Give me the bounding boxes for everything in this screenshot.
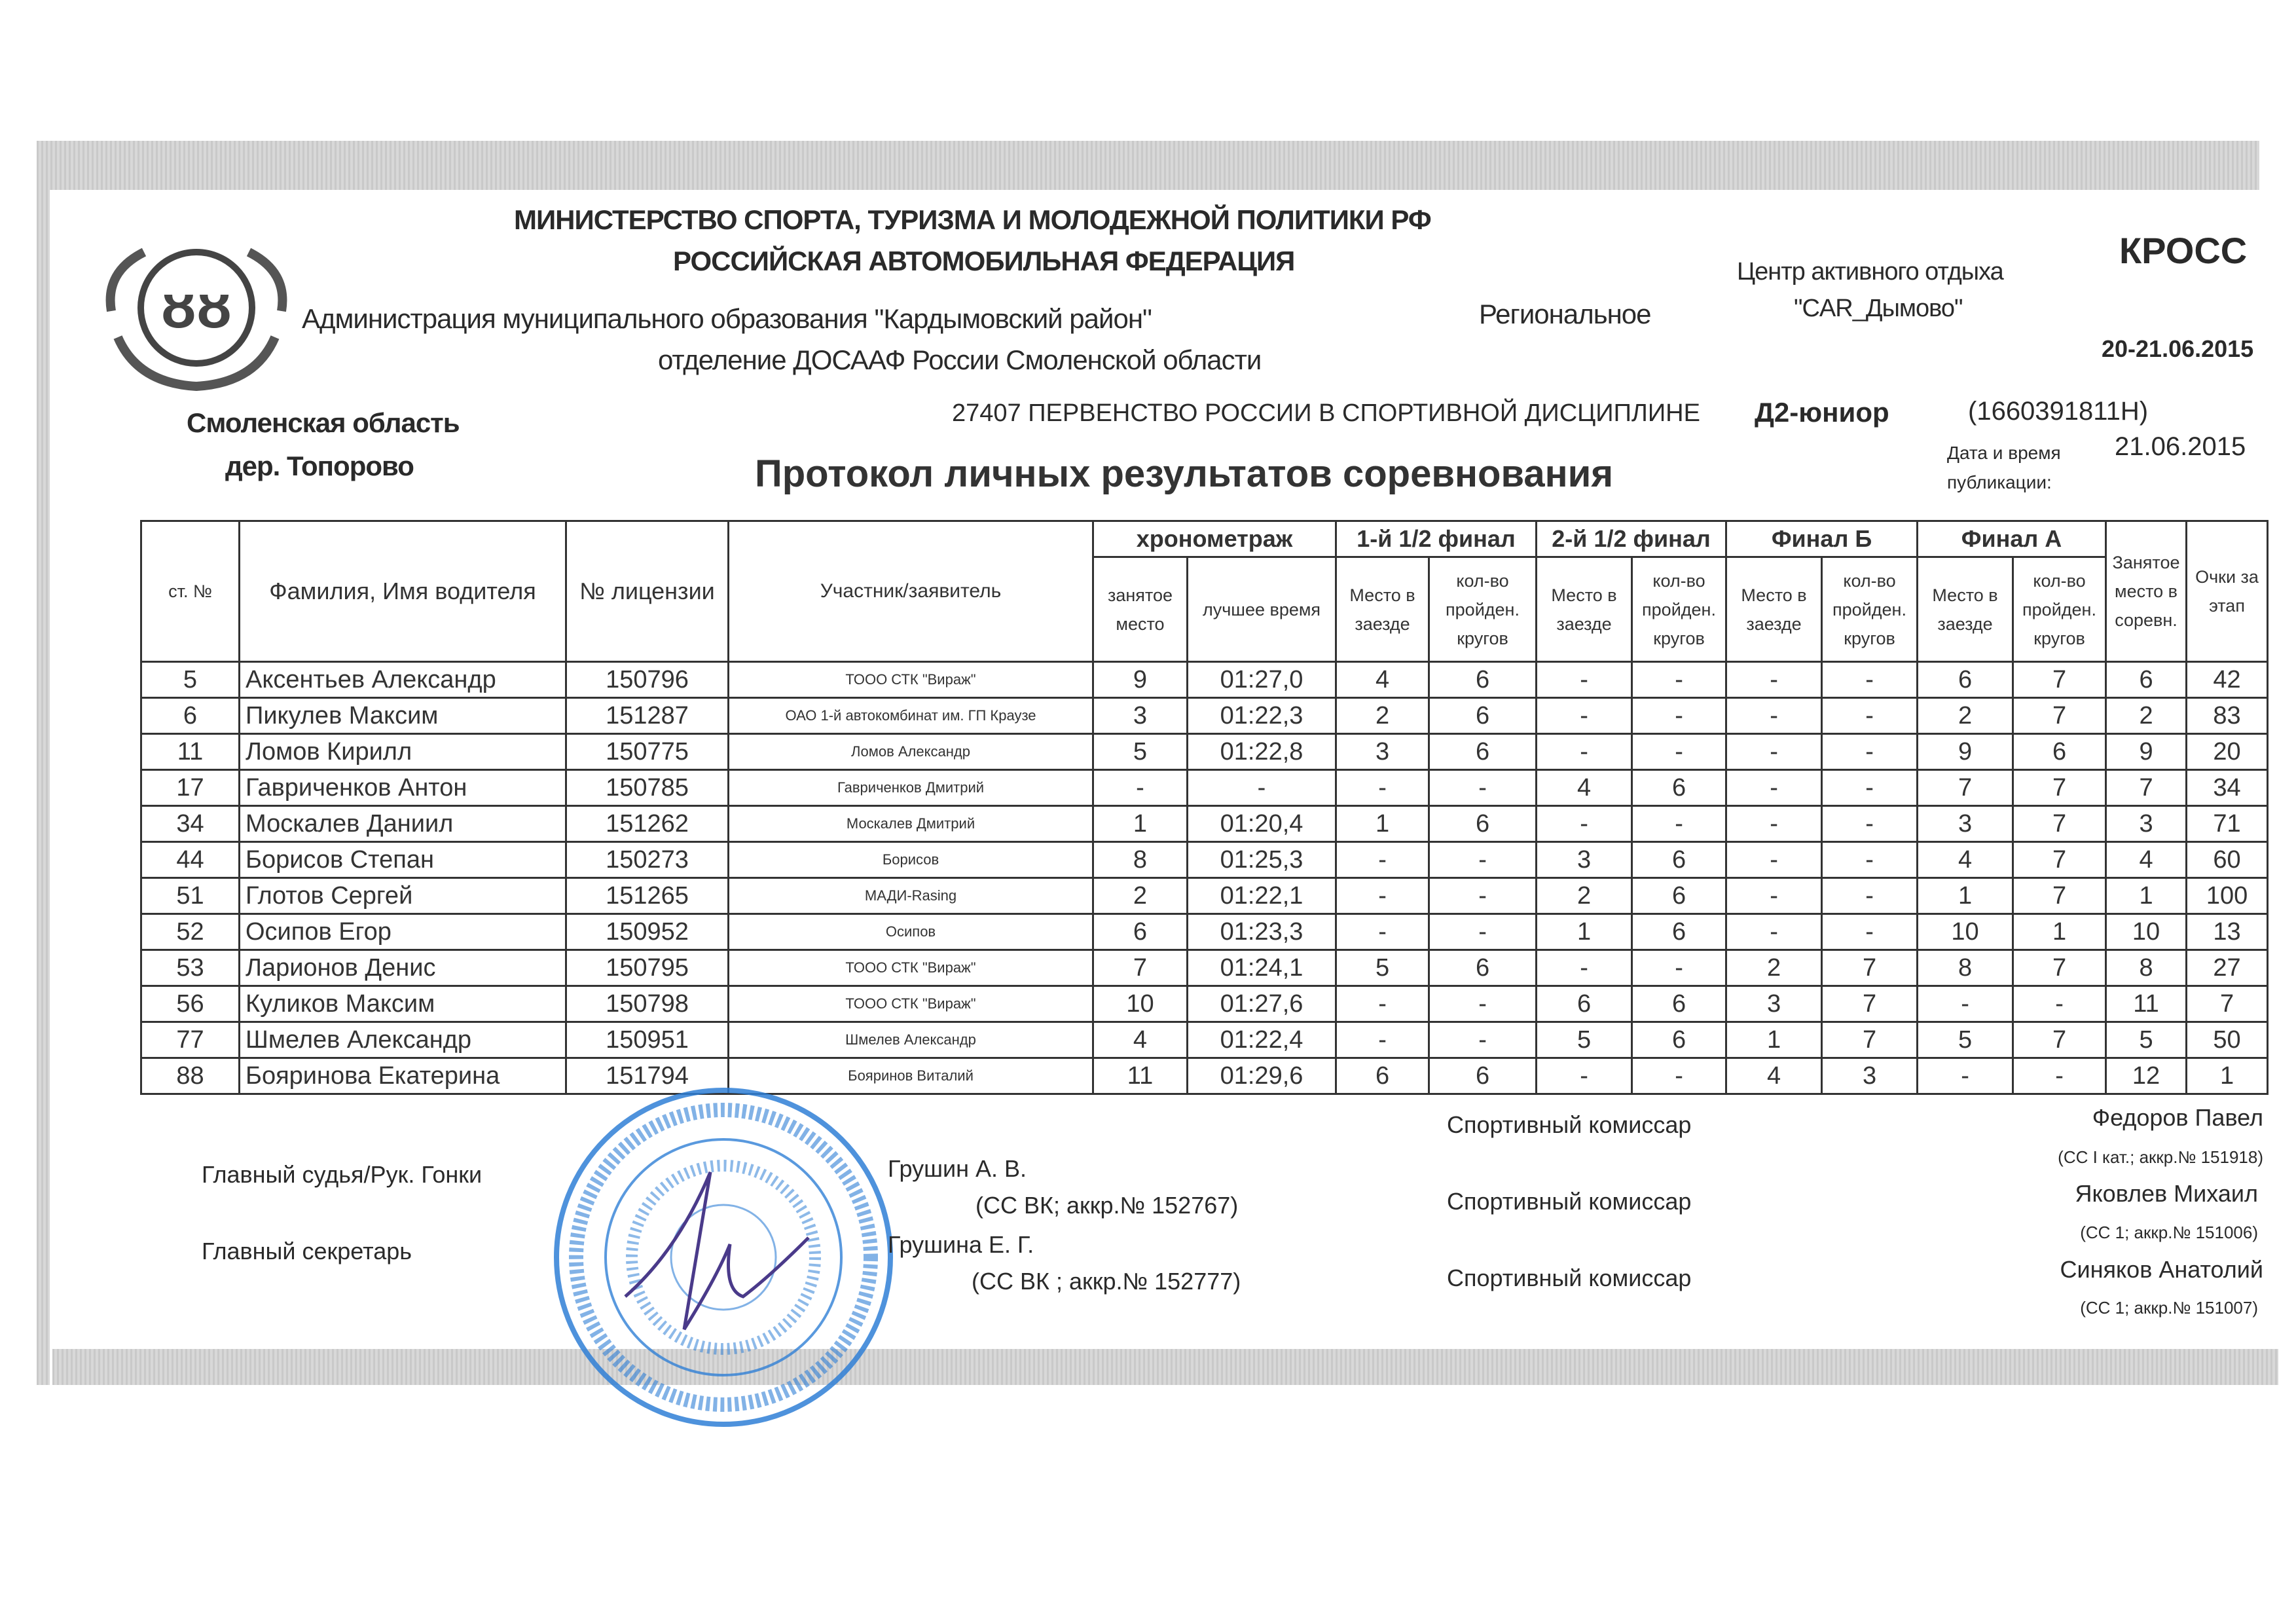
cell-driver-name: Борисов Степан: [240, 842, 566, 878]
table-row: [141, 1058, 2268, 1094]
cell-fb-laps: 7: [1822, 986, 1918, 1022]
col-points: Очки за этап: [2187, 521, 2268, 662]
group-timing: хронометраж: [1093, 521, 1336, 557]
cell-sf2-place: -: [1537, 734, 1632, 770]
cell-sf1-laps: 6: [1429, 662, 1537, 698]
col-entrant: Участник/заявитель: [729, 521, 1093, 662]
cell-fb-place: 1: [1726, 1022, 1822, 1058]
commissioner-3-label: Спортивный комиссар: [1447, 1264, 1692, 1291]
cell-sf1-place: 6: [1336, 1058, 1429, 1094]
col-driver: Фамилия, Имя водителя: [240, 521, 566, 662]
cell-driver-name: Москалев Даниил: [240, 806, 566, 842]
cell-license-no: 150273: [566, 842, 729, 878]
cell-best-time: -: [1188, 770, 1336, 806]
cell-sf1-laps: -: [1429, 842, 1537, 878]
cell-sf1-laps: 6: [1429, 950, 1537, 986]
sub-timing-place: занятое место: [1093, 557, 1188, 662]
raf-emblem-logo: [98, 232, 295, 393]
cell-fa-laps: 7: [2013, 770, 2106, 806]
cell-fb-place: -: [1726, 914, 1822, 950]
scan-band-left: [37, 141, 50, 1385]
cell-fa-laps: -: [2013, 1058, 2106, 1094]
cell-sf2-place: 2: [1537, 878, 1632, 914]
cell-points: 20: [2187, 734, 2268, 770]
cell-license-no: 150951: [566, 1022, 729, 1058]
cell-fb-place: -: [1726, 698, 1822, 734]
cell-fb-place: 2: [1726, 950, 1822, 986]
cell-fa-place: 4: [1918, 842, 2013, 878]
cell-start-no: 51: [141, 878, 240, 914]
cell-timing-place: 4: [1093, 1022, 1188, 1058]
results-table: [140, 520, 2269, 1095]
cell-fa-place: -: [1918, 986, 2013, 1022]
region-label: Смоленская область: [187, 407, 460, 438]
cell-start-no: 52: [141, 914, 240, 950]
cell-points: 34: [2187, 770, 2268, 806]
competition-level: Региональное: [1479, 299, 1651, 329]
secretary-label: Главный секретарь: [202, 1238, 412, 1264]
cell-start-no: 88: [141, 1058, 240, 1094]
table-row: [141, 1022, 2268, 1058]
cell-overall-place: 5: [2106, 1022, 2187, 1058]
sub-sf1-place: Место в заезде: [1336, 557, 1429, 662]
table-row: [141, 662, 2268, 698]
cell-overall-place: 8: [2106, 950, 2187, 986]
cell-fa-laps: 7: [2013, 806, 2106, 842]
cell-overall-place: 1: [2106, 878, 2187, 914]
cell-sf2-place: 4: [1537, 770, 1632, 806]
table-row: [141, 770, 2268, 806]
cell-entrant: Ломов Александр: [729, 734, 1093, 770]
cell-overall-place: 4: [2106, 842, 2187, 878]
sub-timing-best: лучшее время: [1188, 557, 1336, 662]
handwritten-signature: [625, 1172, 809, 1329]
discipline-label: КРОСС: [2119, 230, 2248, 271]
scan-band-bottom: [52, 1349, 2278, 1385]
scan-band-top: [37, 141, 2259, 190]
cell-timing-place: 7: [1093, 950, 1188, 986]
cell-best-time: 01:22,1: [1188, 878, 1336, 914]
table-row: [141, 806, 2268, 842]
cell-points: 60: [2187, 842, 2268, 878]
cell-timing-place: 11: [1093, 1058, 1188, 1094]
dosaaf-line: отделение ДОСААФ России Смоленской области: [658, 344, 1262, 375]
cell-fb-place: 4: [1726, 1058, 1822, 1094]
cell-best-time: 01:24,1: [1188, 950, 1336, 986]
cell-points: 100: [2187, 878, 2268, 914]
cell-sf1-laps: 6: [1429, 698, 1537, 734]
group-semifinal-1: 1-й 1/2 финал: [1336, 521, 1537, 557]
sub-fa-laps: кол-во пройден. кругов: [2013, 557, 2106, 662]
cell-timing-place: 10: [1093, 986, 1188, 1022]
cell-points: 83: [2187, 698, 2268, 734]
cell-driver-name: Бояринова Екатерина: [240, 1058, 566, 1094]
cell-fa-laps: 7: [2013, 950, 2106, 986]
cell-driver-name: Ломов Кирилл: [240, 734, 566, 770]
cell-sf1-place: -: [1336, 914, 1429, 950]
cell-sf1-place: 4: [1336, 662, 1429, 698]
cell-sf2-place: 5: [1537, 1022, 1632, 1058]
cell-driver-name: Ларионов Денис: [240, 950, 566, 986]
cell-overall-place: 10: [2106, 914, 2187, 950]
cell-sf2-laps: -: [1632, 662, 1726, 698]
cell-sf2-place: -: [1537, 806, 1632, 842]
cell-driver-name: Аксентьев Александр: [240, 662, 566, 698]
cell-sf1-laps: -: [1429, 986, 1537, 1022]
cell-overall-place: 9: [2106, 734, 2187, 770]
cell-timing-place: 3: [1093, 698, 1188, 734]
cell-fa-place: 10: [1918, 914, 2013, 950]
cell-start-no: 5: [141, 662, 240, 698]
cell-fb-laps: 7: [1822, 1022, 1918, 1058]
cell-fa-place: 2: [1918, 698, 2013, 734]
commissioner-1-label: Спортивный комиссар: [1447, 1111, 1692, 1138]
cell-sf1-place: 2: [1336, 698, 1429, 734]
cell-best-time: 01:27,6: [1188, 986, 1336, 1022]
cell-sf1-place: -: [1336, 878, 1429, 914]
cell-fb-laps: -: [1822, 734, 1918, 770]
cell-sf2-place: -: [1537, 662, 1632, 698]
cell-sf2-laps: 6: [1632, 914, 1726, 950]
cell-best-time: 01:20,4: [1188, 806, 1336, 842]
cell-start-no: 56: [141, 986, 240, 1022]
cell-sf2-place: 6: [1537, 986, 1632, 1022]
commissioner-2-name: Яковлев Михаил: [2075, 1180, 2258, 1207]
cell-license-no: 151287: [566, 698, 729, 734]
cell-start-no: 11: [141, 734, 240, 770]
cell-license-no: 150795: [566, 950, 729, 986]
group-final-a: Финал А: [1918, 521, 2106, 557]
cell-fa-laps: 7: [2013, 698, 2106, 734]
cell-fb-laps: 3: [1822, 1058, 1918, 1094]
cell-fb-laps: -: [1822, 878, 1918, 914]
cell-overall-place: 7: [2106, 770, 2187, 806]
cell-points: 1: [2187, 1058, 2268, 1094]
administration-line: Администрация муниципального образования "Кардымовский район": [302, 303, 1152, 334]
venue-line-2: "CAR_Дымово": [1794, 295, 1963, 322]
table-row: [141, 878, 2268, 914]
cell-fa-place: 8: [1918, 950, 2013, 986]
cell-sf2-place: -: [1537, 950, 1632, 986]
cell-points: 42: [2187, 662, 2268, 698]
table-row: [141, 950, 2268, 986]
group-final-b: Финал Б: [1726, 521, 1918, 557]
sub-fa-place: Место в заезде: [1918, 557, 2013, 662]
cell-fa-laps: 7: [2013, 842, 2106, 878]
cell-fa-place: 5: [1918, 1022, 2013, 1058]
publication-label-1: Дата и время: [1947, 443, 2061, 463]
cell-fb-place: -: [1726, 878, 1822, 914]
cell-fa-laps: 7: [2013, 1022, 2106, 1058]
cell-best-time: 01:22,8: [1188, 734, 1336, 770]
cell-best-time: 01:29,6: [1188, 1058, 1336, 1094]
sub-sf2-place: Место в заезде: [1537, 557, 1632, 662]
cell-fb-laps: 7: [1822, 950, 1918, 986]
cell-entrant: Борисов: [729, 842, 1093, 878]
cell-sf1-place: 1: [1336, 806, 1429, 842]
cell-license-no: 150796: [566, 662, 729, 698]
cell-sf1-place: -: [1336, 986, 1429, 1022]
cell-sf1-place: 3: [1336, 734, 1429, 770]
cell-best-time: 01:25,3: [1188, 842, 1336, 878]
cell-sf2-laps: 6: [1632, 842, 1726, 878]
cell-entrant: Бояринов Виталий: [729, 1058, 1093, 1094]
cell-fa-laps: 7: [2013, 878, 2106, 914]
cell-sf2-place: -: [1537, 1058, 1632, 1094]
cell-license-no: 151794: [566, 1058, 729, 1094]
cell-license-no: 151262: [566, 806, 729, 842]
cell-driver-name: Пикулев Максим: [240, 698, 566, 734]
commissioner-1-credentials: (СС I кат.; аккр.№ 151918): [2058, 1147, 2263, 1167]
cell-driver-name: Шмелев Александр: [240, 1022, 566, 1058]
cell-fa-laps: 6: [2013, 734, 2106, 770]
cell-sf2-laps: -: [1632, 950, 1726, 986]
cell-fb-laps: -: [1822, 842, 1918, 878]
federation-heading: РОССИЙСКАЯ АВТОМОБИЛЬНАЯ ФЕДЕРАЦИЯ: [673, 246, 1295, 276]
col-overall-place: Занятое место в соревн.: [2106, 521, 2187, 662]
page-title: Протокол личных результатов соревнования: [755, 452, 1614, 495]
cell-fa-place: 7: [1918, 770, 2013, 806]
cell-timing-place: 2: [1093, 878, 1188, 914]
cell-timing-place: 1: [1093, 806, 1188, 842]
cell-overall-place: 2: [2106, 698, 2187, 734]
chief-judge-name: Грушин А. В.: [888, 1155, 1027, 1182]
cell-start-no: 77: [141, 1022, 240, 1058]
commissioner-3-credentials: (СС 1; аккр.№ 151007): [2080, 1298, 2258, 1318]
cell-start-no: 34: [141, 806, 240, 842]
cell-start-no: 6: [141, 698, 240, 734]
official-seal-stamp: [547, 1080, 900, 1434]
cell-fb-laps: -: [1822, 914, 1918, 950]
cell-license-no: 151265: [566, 878, 729, 914]
cell-fa-place: -: [1918, 1058, 2013, 1094]
cell-license-no: 150952: [566, 914, 729, 950]
cell-best-time: 01:23,3: [1188, 914, 1336, 950]
cell-fb-place: -: [1726, 842, 1822, 878]
cell-start-no: 17: [141, 770, 240, 806]
col-license: № лицензии: [566, 521, 729, 662]
sub-sf1-laps: кол-во пройден. кругов: [1429, 557, 1537, 662]
cell-fb-place: -: [1726, 806, 1822, 842]
cell-timing-place: 9: [1093, 662, 1188, 698]
cell-entrant: ТООО СТК "Вираж": [729, 986, 1093, 1022]
table-row: [141, 842, 2268, 878]
cell-sf2-laps: 6: [1632, 986, 1726, 1022]
cell-fb-place: -: [1726, 770, 1822, 806]
cell-sf2-laps: -: [1632, 1058, 1726, 1094]
commissioner-3-name: Синяков Анатолий: [2060, 1256, 2263, 1283]
cell-driver-name: Гавриченков Антон: [240, 770, 566, 806]
cell-sf2-laps: 6: [1632, 878, 1726, 914]
cell-overall-place: 3: [2106, 806, 2187, 842]
cell-sf1-laps: 6: [1429, 806, 1537, 842]
cell-entrant: ОАО 1-й автокомбинат им. ГП Краузе: [729, 698, 1093, 734]
chief-judge-label: Главный судья/Рук. Гонки: [202, 1161, 483, 1188]
sub-sf2-laps: кол-во пройден. кругов: [1632, 557, 1726, 662]
cell-sf2-place: -: [1537, 698, 1632, 734]
event-code: (1660391811H): [1968, 397, 2149, 426]
cell-driver-name: Глотов Сергей: [240, 878, 566, 914]
cell-overall-place: 6: [2106, 662, 2187, 698]
cell-fa-place: 6: [1918, 662, 2013, 698]
sub-fb-place: Место в заезде: [1726, 557, 1822, 662]
cell-best-time: 01:27,0: [1188, 662, 1336, 698]
table-row: [141, 734, 2268, 770]
chief-judge-credentials: (СС ВК; аккр.№ 152767): [975, 1192, 1239, 1219]
table-row: [141, 986, 2268, 1022]
cell-fb-place: -: [1726, 734, 1822, 770]
cell-fb-laps: -: [1822, 770, 1918, 806]
cell-overall-place: 12: [2106, 1058, 2187, 1094]
cell-sf2-laps: -: [1632, 806, 1726, 842]
cell-driver-name: Осипов Егор: [240, 914, 566, 950]
cell-best-time: 01:22,3: [1188, 698, 1336, 734]
publication-label-2: публикации:: [1947, 472, 2052, 492]
cell-sf1-place: -: [1336, 770, 1429, 806]
cell-entrant: МАДИ-Rasing: [729, 878, 1093, 914]
table-row: [141, 698, 2268, 734]
class-label: Д2-юниор: [1755, 397, 1889, 428]
cell-sf1-laps: 6: [1429, 1058, 1537, 1094]
cell-points: 50: [2187, 1022, 2268, 1058]
commissioner-1-name: Федоров Павел: [2092, 1104, 2263, 1131]
cell-fb-laps: -: [1822, 698, 1918, 734]
cell-timing-place: -: [1093, 770, 1188, 806]
cell-fa-laps: 1: [2013, 914, 2106, 950]
cell-entrant: Шмелев Александр: [729, 1022, 1093, 1058]
cell-driver-name: Куликов Максим: [240, 986, 566, 1022]
cell-entrant: Москалев Дмитрий: [729, 806, 1093, 842]
table-row: [141, 914, 2268, 950]
cell-points: 7: [2187, 986, 2268, 1022]
cell-timing-place: 5: [1093, 734, 1188, 770]
venue-line-1: Центр активного отдыха: [1737, 258, 2003, 286]
cell-license-no: 150785: [566, 770, 729, 806]
cell-sf1-laps: -: [1429, 1022, 1537, 1058]
cell-start-no: 53: [141, 950, 240, 986]
cell-points: 27: [2187, 950, 2268, 986]
cell-sf1-laps: -: [1429, 770, 1537, 806]
cell-entrant: ТООО СТК "Вираж": [729, 662, 1093, 698]
cell-best-time: 01:22,4: [1188, 1022, 1336, 1058]
cell-sf2-laps: 6: [1632, 770, 1726, 806]
cell-entrant: Осипов: [729, 914, 1093, 950]
cell-sf1-place: 5: [1336, 950, 1429, 986]
cell-fa-place: 1: [1918, 878, 2013, 914]
cell-timing-place: 8: [1093, 842, 1188, 878]
cell-sf2-laps: -: [1632, 734, 1726, 770]
cell-fa-place: 9: [1918, 734, 2013, 770]
cell-sf2-place: 3: [1537, 842, 1632, 878]
cell-fb-laps: -: [1822, 662, 1918, 698]
cell-points: 13: [2187, 914, 2268, 950]
cell-fb-place: -: [1726, 662, 1822, 698]
secretary-name: Грушина Е. Г.: [888, 1231, 1034, 1258]
cell-fa-laps: -: [2013, 986, 2106, 1022]
event-dates: 20-21.06.2015: [2102, 335, 2254, 362]
cell-sf2-place: 1: [1537, 914, 1632, 950]
cell-entrant: ТООО СТК "Вираж": [729, 950, 1093, 986]
group-semifinal-2: 2-й 1/2 финал: [1537, 521, 1726, 557]
championship-line: 27407 ПЕРВЕНСТВО РОССИИ В СПОРТИВНОЙ ДИСЦИПЛИНЕ: [952, 399, 1700, 427]
village-label: дер. Топорово: [225, 451, 414, 481]
ministry-heading: МИНИСТЕРСТВО СПОРТА, ТУРИЗМА И МОЛОДЕЖНОЙ ПОЛИТИКИ РФ: [514, 204, 1431, 235]
cell-fb-place: 3: [1726, 986, 1822, 1022]
cell-timing-place: 6: [1093, 914, 1188, 950]
cell-fb-laps: -: [1822, 806, 1918, 842]
commissioner-2-credentials: (СС 1; аккр.№ 151006): [2080, 1223, 2258, 1242]
cell-points: 71: [2187, 806, 2268, 842]
cell-fa-place: 3: [1918, 806, 2013, 842]
publication-date: 21.06.2015: [2115, 432, 2246, 461]
cell-sf2-laps: -: [1632, 698, 1726, 734]
cell-sf1-laps: -: [1429, 878, 1537, 914]
cell-sf1-place: -: [1336, 842, 1429, 878]
commissioner-2-label: Спортивный комиссар: [1447, 1188, 1692, 1215]
col-start-no: ст. №: [141, 521, 240, 662]
sub-fb-laps: кол-во пройден. кругов: [1822, 557, 1918, 662]
cell-start-no: 44: [141, 842, 240, 878]
cell-license-no: 150798: [566, 986, 729, 1022]
cell-sf1-place: -: [1336, 1022, 1429, 1058]
cell-fa-laps: 7: [2013, 662, 2106, 698]
cell-sf1-laps: 6: [1429, 734, 1537, 770]
cell-entrant: Гавриченков Дмитрий: [729, 770, 1093, 806]
secretary-credentials: (СС ВК ; аккр.№ 152777): [972, 1268, 1241, 1295]
svg-text:ᴕᴕ: ᴕᴕ: [160, 270, 232, 342]
cell-sf2-laps: 6: [1632, 1022, 1726, 1058]
cell-license-no: 150775: [566, 734, 729, 770]
cell-overall-place: 11: [2106, 986, 2187, 1022]
cell-sf1-laps: -: [1429, 914, 1537, 950]
